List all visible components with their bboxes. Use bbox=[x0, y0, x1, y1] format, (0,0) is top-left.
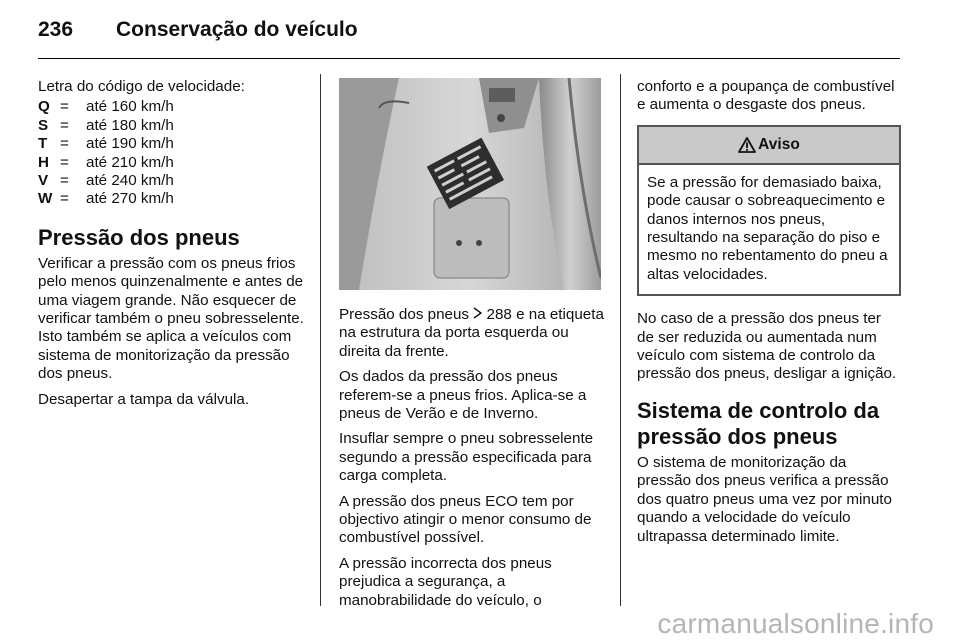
tire-pressure-paragraph-1: Verificar a pressão com os pneus frios pelo menos quinzenalmente e antes de uma viagem grande. Não esquecer de verificar também o pneu sobresselente. Isto também se aplica a veículos com sistema de monitorização da pressão dos pneus. bbox=[38, 254, 304, 383]
speed-code-value: até 190 km/h bbox=[86, 135, 174, 153]
speed-code-row bbox=[38, 190, 174, 208]
speed-code-value: até 240 km/h bbox=[86, 172, 174, 190]
speed-code-value: até 180 km/h bbox=[86, 116, 174, 134]
speed-code-row bbox=[38, 172, 174, 190]
reference-arrow-icon bbox=[473, 307, 482, 319]
col2-paragraph-4: A pressão incorrecta dos pneus prejudica a segurança, a manobrabilidade do veículo, o bbox=[339, 554, 552, 609]
speed-code-letter: H bbox=[38, 153, 49, 171]
speed-code-intro: Letra do código de velocidade: bbox=[38, 78, 245, 95]
col2-paragraph-2: Insuflar sempre o pneu sobresselente segundo a pressão especificada para carga completa. bbox=[339, 430, 594, 485]
tire-pressure-paragraph-2: Desapertar a tampa da válvula. bbox=[38, 390, 250, 408]
door-pillar-label-photo bbox=[339, 78, 601, 290]
caption-page-ref: 288 bbox=[486, 306, 512, 323]
watermark: carmanualsonline.info bbox=[657, 608, 934, 639]
warning-box bbox=[637, 125, 901, 296]
warning-header bbox=[639, 127, 899, 165]
col3-paragraph-1: conforto e a poupança de combustível e aumenta o desgaste dos pneus. bbox=[637, 78, 895, 114]
caption-text: Pressão dos pneus bbox=[339, 306, 470, 323]
column-divider-1 bbox=[320, 74, 321, 606]
speed-code-value: até 270 km/h bbox=[86, 190, 174, 208]
header-rule bbox=[38, 58, 900, 59]
col2-paragraph-3: A pressão dos pneus ECO tem por objectivo atingir o menor consumo de combustível possível. bbox=[339, 492, 592, 547]
warning-triangle-icon bbox=[738, 137, 756, 153]
speed-code-table bbox=[38, 98, 174, 208]
speed-code-row bbox=[38, 98, 174, 116]
speed-code-letter: V bbox=[38, 172, 49, 190]
page-header bbox=[38, 14, 358, 46]
speed-code-equals: = bbox=[60, 98, 69, 116]
photo-caption bbox=[339, 306, 605, 361]
speed-code-equals: = bbox=[60, 153, 69, 171]
speed-code-equals: = bbox=[60, 116, 69, 134]
section-title: Conservação do veículo bbox=[116, 18, 358, 41]
speed-code-letter: T bbox=[38, 135, 48, 153]
speed-code-value: até 160 km/h bbox=[86, 98, 174, 116]
speed-code-equals: = bbox=[60, 135, 69, 153]
tpms-heading: Sistema de controlo da pressão dos pneus bbox=[637, 397, 880, 449]
column-1 bbox=[38, 78, 304, 416]
speed-code-row bbox=[38, 154, 174, 172]
caption-rest: e na etiqueta na estrutura da porta esquerda ou direita da frente. bbox=[339, 306, 604, 360]
warning-body: Se a pressão for demasiado baixa, pode causar o sobreaquecimento e danos internos nos pneus, resultando na separação do piso e mesmo no rebentamento do pneu a altas velocidades. bbox=[647, 173, 888, 283]
column-2 bbox=[339, 78, 605, 617]
col3-paragraph-3: O sistema de monitorização da pressão dos pneus verifica a pressão dos quatro pneus uma vez por minuto quando a velocidade do veículo ultrapassa determinado limite. bbox=[637, 453, 892, 545]
column-3 bbox=[637, 78, 901, 553]
speed-code-letter: S bbox=[38, 116, 49, 134]
speed-code-row bbox=[38, 135, 174, 153]
col3-paragraph-2: No caso de a pressão dos pneus ter de ser reduzida ou aumentada num veículo com sistema de controlo da pressão dos pneus, desligar a ignição. bbox=[637, 310, 897, 383]
speed-code-equals: = bbox=[60, 190, 69, 208]
speed-code-row bbox=[38, 117, 174, 135]
page-number: 236 bbox=[38, 18, 74, 41]
speed-code-equals: = bbox=[60, 172, 69, 190]
warning-title: Aviso bbox=[758, 135, 800, 153]
speed-code-value: até 210 km/h bbox=[86, 153, 174, 171]
speed-code-letter: W bbox=[38, 190, 53, 208]
speed-code-letter: Q bbox=[38, 98, 50, 116]
tire-pressure-heading: Pressão dos pneus bbox=[38, 224, 240, 250]
col2-paragraph-1: Os dados da pressão dos pneus referem-se a pneus frios. Aplica-se a pneus de Verão e de Inverno. bbox=[339, 368, 587, 423]
column-divider-2 bbox=[620, 74, 621, 606]
